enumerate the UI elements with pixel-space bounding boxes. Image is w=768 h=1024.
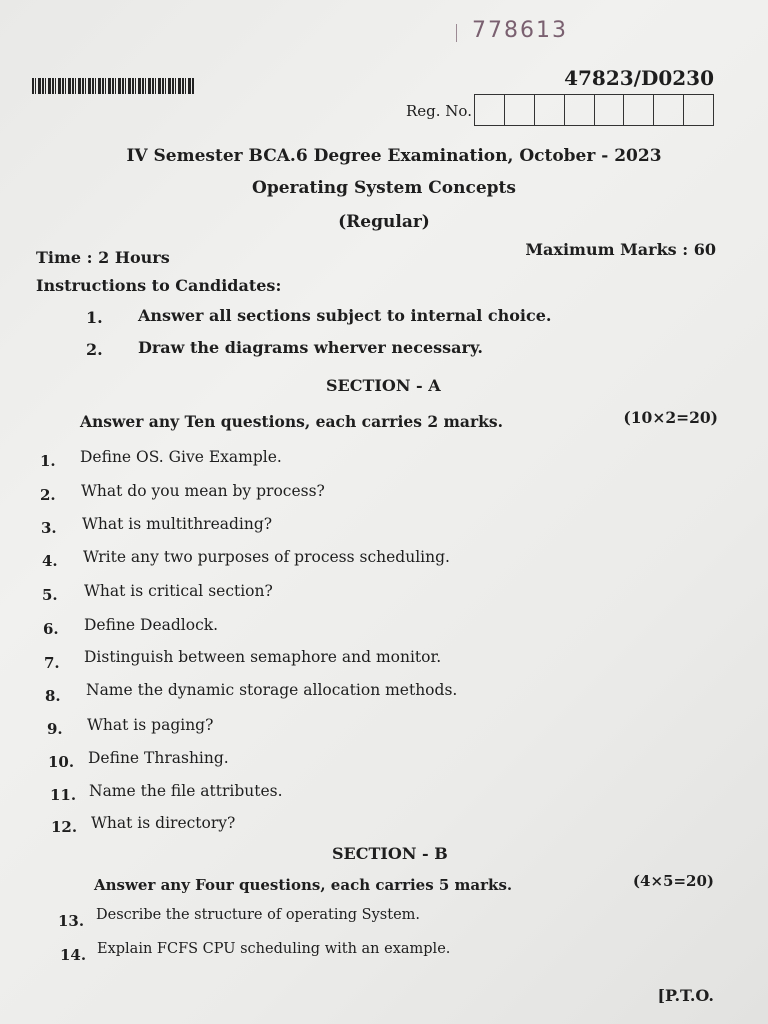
serial-number: 778613: [472, 18, 568, 43]
question-number: 14.: [60, 946, 87, 964]
reg-number-box[interactable]: [535, 95, 565, 125]
section-a-marks: (10×2=20): [623, 408, 718, 427]
instruction-text: Answer all sections subject to internal choice.: [138, 306, 552, 325]
instruction-text: Draw the diagrams wherver necessary.: [138, 338, 483, 357]
barcode-icon: [32, 78, 194, 94]
reg-number-box[interactable]: [595, 95, 625, 125]
reg-number-box[interactable]: [684, 95, 713, 125]
question-number: 3.: [41, 519, 57, 537]
question-text: Define Thrashing.: [88, 749, 229, 767]
question-number: 10.: [48, 753, 75, 771]
instruction-number: 2.: [86, 340, 103, 359]
question-number: 8.: [45, 687, 61, 705]
paper-code: 47823/D0230: [564, 66, 714, 90]
reg-number-box[interactable]: [624, 95, 654, 125]
section-b-marks: (4×5=20): [632, 872, 714, 890]
reg-number-boxes[interactable]: [474, 94, 714, 126]
instruction-number: 1.: [86, 308, 103, 327]
instructions-heading: Instructions to Candidates:: [36, 276, 282, 295]
question-text: What is multithreading?: [82, 515, 273, 533]
reg-number-box[interactable]: [475, 95, 505, 125]
question-text: Describe the structure of operating System.: [96, 907, 421, 923]
question-number: 6.: [43, 620, 59, 638]
question-number: 4.: [42, 552, 58, 570]
question-number: 1.: [40, 452, 56, 470]
question-text: Name the dynamic storage allocation methods.: [86, 681, 458, 699]
question-text: Explain FCFS CPU scheduling with an example.: [97, 941, 451, 957]
section-a-direction: Answer any Ten questions, each carries 2 marks.: [80, 412, 504, 431]
question-text: What is paging?: [87, 716, 214, 734]
section-b-direction: Answer any Four questions, each carries 5 marks.: [94, 876, 513, 894]
question-text: Distinguish between semaphore and monitor.: [84, 648, 442, 666]
reg-number-box[interactable]: [505, 95, 535, 125]
maximum-marks: Maximum Marks : 60: [525, 240, 716, 259]
question-number: 2.: [40, 486, 56, 504]
exam-mode: (Regular): [338, 212, 430, 232]
serial-tick-mark: [456, 24, 457, 42]
reg-number-box[interactable]: [565, 95, 595, 125]
exam-duration: Time : 2 Hours: [36, 248, 170, 267]
reg-number-box[interactable]: [654, 95, 684, 125]
question-text: What is directory?: [91, 814, 236, 832]
question-text: What is critical section?: [84, 582, 273, 600]
subject-title: Operating System Concepts: [252, 178, 516, 198]
question-number: 9.: [47, 720, 63, 738]
question-text: Name the file attributes.: [89, 782, 283, 800]
question-text: Write any two purposes of process scheduling.: [83, 548, 450, 566]
question-number: 13.: [58, 912, 85, 930]
question-number: 11.: [50, 786, 77, 804]
question-number: 7.: [44, 654, 60, 672]
question-text: Define Deadlock.: [84, 616, 219, 634]
question-number: 5.: [42, 586, 58, 604]
question-text: What do you mean by process?: [81, 482, 325, 500]
question-number: 12.: [51, 818, 78, 836]
page-turn-over: [P.T.O.: [657, 986, 714, 1005]
reg-number-label: Reg. No.: [406, 102, 472, 120]
section-a-title: SECTION - A: [326, 376, 441, 395]
section-b-title: SECTION - B: [332, 844, 448, 863]
exam-title: IV Semester BCA.6 Degree Examination, October - 2023: [126, 146, 662, 166]
question-text: Define OS. Give Example.: [80, 448, 282, 466]
